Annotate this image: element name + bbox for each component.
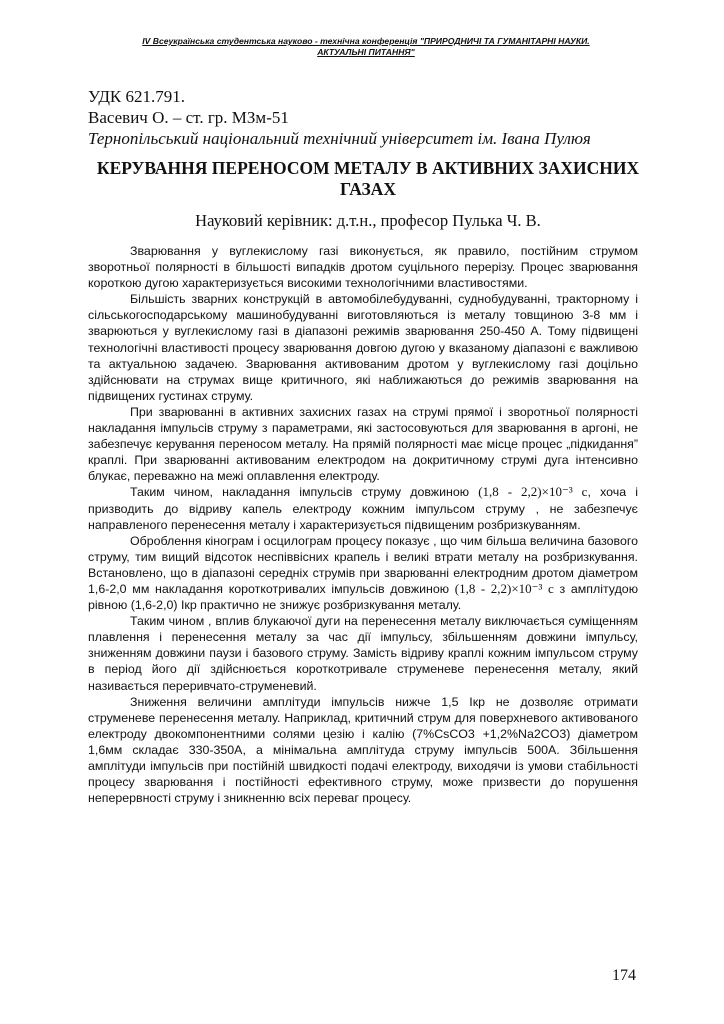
supervisor-line: Науковий керівник: д.т.н., професор Пулька Ч. В. (195, 211, 541, 230)
pulse-duration-formula: (1,8 - 2,2)×10⁻³ с (478, 484, 588, 500)
udk-code: УДК 621.791. (88, 87, 186, 106)
paragraph-1: Зварювання у вуглекислому газі виконується, як правило, постійним струмом зворотньої полярності в більшості випадків дротом суцільного перерізу. Процес зварювання короткою дугою характеризується високими технологічними властивостями. (88, 244, 638, 291)
paragraph-4 (88, 484, 638, 532)
university-name: Тернопільський національний технічний університет ім. Івана Пулюя (88, 129, 591, 148)
conference-header-line-2: АКТУАЛЬНІ ПИТАННЯ" (317, 47, 415, 57)
article-title: КЕРУВАННЯ ПЕРЕНОСОМ МЕТАЛУ В АКТИВНИХ ЗАХИСНИХ ГАЗАХ (96, 158, 640, 199)
author-line: Васевич О. – ст. гр. МЗм-51 (88, 108, 289, 127)
paragraph-7: Зниження величини амплітуди імпульсів нижче 1,5 Ікр не дозволяє отримати струменеве перенесення металу. Наприклад, критичний струм для поверхневого активованого електроду двокомпонентними солями цезію і калію (7%CsCO3 +1,2%Na2CO3) діаметром 1,6мм складає 330-350А, а мінімальна амплітуда струму імпульсів 500А. Збільшення амплітуди імпульсів при постійній швидкості подачі електроду, виходячи із умови стабільності процесу зварювання і постійності ефективного струму, може призвести до порушення неперервності струму і зникненню всіх переваг процесу. (88, 694, 638, 806)
paragraph-5-end: з амплітудою рівною (1,6-2,0) Ікр практично не знижує розбризкування металу. (88, 581, 638, 613)
article-body (88, 243, 638, 806)
paragraph-4-start: Таким чином, накладання імпульсів струму довжиною (130, 485, 470, 500)
pulse-duration-formula-2: (1,8 - 2,2)×10⁻³ с (454, 580, 554, 596)
paragraph-3: При зварюванні в активних захисних газах на струмі прямої і зворотньої полярності накладання імпульсів струму з параметрами, які застосовуються для зварювання в аргоні, не забезпечує керування переносом металу. На прямій полярності має місце процес „підкидання” краплі. При зварюванні активованим електродом на докритичному струмі дуга інтенсивно блукає, переважно на межі оплавлення електроду. (88, 404, 638, 484)
paragraph-2: Більшість зварних конструкцій в автомобілебудуванні, суднобудуванні, тракторному і сільськогосподарському машинобудуванні виготовляються із металу товщиною 3-8 мм і зварюються у вуглекислому газі в діапазоні режимів зварювання 250-450 А. Тому підвищені технологічні властивості процесу зварювання довгою дугою у вказаному діапазоні є важливою та актуальною задачею. Зварювання активованим дротом у вуглекислому газі доцільно здійснювати на струмах вище критичного, які наближаються до режимів зварювання на підвищених густинах струму. (88, 292, 638, 403)
paragraph-5-start: Оброблення кінограм і осцилограм процесу показує , що чим більша величина базового струму, тим вищий відсоток неспіввісних крапель і великі втрати металу на розбризкування. Встановлено, що в діапазоні середніх струмів при зварюванні електродним дротом діаметром 1,6-2,0 мм накладання короткотривалих імпульсів довжиною (88, 533, 638, 596)
conference-header (80, 36, 652, 58)
paragraph-6: Таким чином , вплив блукаючої дуги на перенесення металу виключається суміщенням плавлення і перенесення металу за час дії імпульсу, збільшенням довжини імпульсу, зниженням довжини паузи і базового струму. Замість відриву краплі кожним імпульсом струму в період його дії здійснюється короткотривале струменеве перенесення металу, який називається переривчато-струменевий. (88, 614, 638, 693)
page-number: 174 (612, 967, 636, 984)
conference-header-line-1: IV Всеукраїнська студентська науково - технічна конференція "ПРИРОДНИЧІ ТА ГУМАНІТАРНІ НАУКИ. (142, 36, 590, 46)
paragraph-4-end: , хоча і призводить до відриву капель електроду кожним імпульсом струму , не забезпечує направленого перенесення металу і характеризується підвищеним розбризкуванням. (88, 485, 639, 532)
paragraph-5 (88, 533, 638, 613)
article-meta (88, 86, 648, 149)
